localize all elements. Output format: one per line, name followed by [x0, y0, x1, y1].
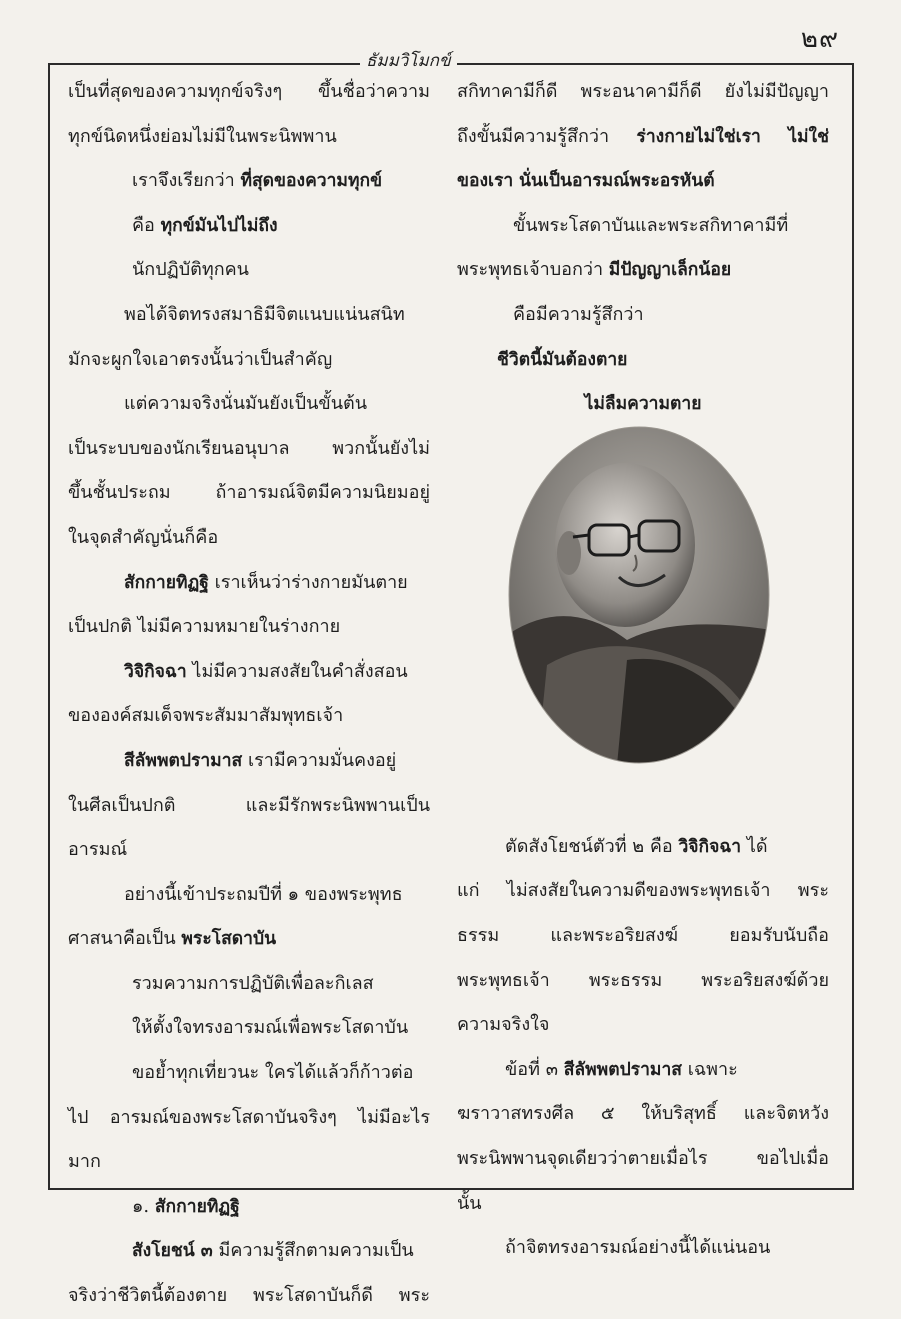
text-line	[457, 959, 829, 1004]
bold-term: สักกายทิฏฐิ	[154, 1196, 240, 1217]
text-line	[68, 1185, 430, 1230]
bold-term: ชีวิตนี้มันต้องตาย	[497, 349, 628, 370]
text-run: เรามีความมั่นคงอยู่	[242, 749, 397, 771]
text-run: คือ	[132, 214, 161, 236]
text-run: พอได้จิตทรงสมาธิมีจิตแนบแน่นสนิท	[124, 303, 405, 325]
text-run: เราเห็นว่าร่างกายมันตาย	[208, 571, 408, 593]
bold-term: ไม่ใช่	[788, 126, 829, 147]
text-line	[68, 115, 430, 160]
text-run: แก่ ไม่สงสัยในความดีของพระพุทธเจ้า พระ	[457, 880, 829, 902]
bold-term: วิจิกิจฉา	[678, 836, 742, 857]
text-line	[68, 828, 430, 873]
text-line	[68, 382, 430, 427]
text-line	[457, 1226, 829, 1271]
text-run: ไม่มีความสงสัยในคำสั่งสอน	[186, 660, 408, 682]
bold-term: ร่างกายไม่ใช่เรา	[636, 126, 761, 147]
text-run: ขอย้ำทุกเที่ยวนะ ใครได้แล้วก็ก้าวต่อ	[132, 1062, 414, 1084]
text-run: นั้น	[457, 1192, 482, 1214]
bold-term: สักกายทิฏฐิ	[124, 572, 209, 593]
text-run: ให้ตั้งใจทรงอารมณ์เพื่อพระโสดาบัน	[132, 1017, 409, 1039]
text-line	[68, 293, 430, 338]
text-run: ตัดสังโยชน์ตัวที่ ๒ คือ	[505, 835, 679, 857]
text-line	[68, 917, 430, 962]
bold-term: ของเรา	[457, 171, 514, 192]
text-line	[68, 204, 430, 249]
text-line	[457, 1003, 829, 1048]
text-run: มักจะผูกใจเอาตรงนั้นว่าเป็นสำคัญ	[68, 348, 333, 370]
text-line	[68, 1096, 430, 1141]
page-number: ๒๙	[800, 24, 839, 54]
text-line	[457, 869, 829, 914]
text-run: ฆราวาสทรงศีล ๕ ให้บริสุทธิ์ และจิตหวัง	[457, 1103, 829, 1125]
text-run: พระนิพพานจุดเดียวว่าตายเมื่อไร ขอไปเมื่อ	[457, 1147, 829, 1169]
text-run: อย่างนี้เข้าประถมปีที่ ๑ ของพระพุทธ	[124, 883, 403, 905]
text-line	[457, 159, 829, 204]
monk-portrait-photo	[507, 425, 771, 765]
text-line	[68, 784, 430, 829]
text-run: ขั้นพระโสดาบันและพระสกิทาคามีที่	[513, 214, 789, 236]
text-run: เราจึงเรียกว่า	[132, 170, 241, 192]
bold-term: นั่นเป็นอารมณ์พระอรหันต์	[518, 171, 715, 192]
text-line	[457, 70, 829, 115]
running-title: ธัมมวิโมกข์	[360, 47, 457, 74]
text-line	[68, 694, 430, 739]
text-line	[457, 382, 829, 427]
text-run: พระพุทธเจ้าบอกว่า	[457, 259, 609, 281]
text-line	[68, 1140, 430, 1185]
text-run: ในจุดสำคัญนั่นก็คือ	[68, 526, 219, 548]
text-run: ในศีลเป็นปกติ และมีรักพระนิพพานเป็น	[68, 794, 430, 816]
text-run: ไป อารมณ์ของพระโสดาบันจริงๆ ไม่มีอะไร	[68, 1106, 430, 1128]
text-line	[68, 650, 430, 695]
text-line	[68, 873, 430, 918]
text-line	[68, 70, 430, 115]
text-run: ทุกข์นิดหนึ่งย่อมไม่มีในพระนิพพาน	[68, 125, 337, 147]
text-run: เฉพาะ	[681, 1058, 738, 1080]
text-line	[68, 962, 430, 1007]
text-line	[68, 338, 430, 383]
text-run: มีความรู้สึกตามความเป็น	[212, 1240, 414, 1262]
text-line	[457, 338, 829, 383]
bold-term: วิจิกิจฉา	[124, 661, 187, 682]
bold-term: ที่สุดของความทุกข์	[240, 171, 383, 192]
bold-term: มีปัญญาเล็กน้อย	[608, 260, 732, 281]
text-line	[457, 1182, 829, 1227]
text-run: สกิทาคามีก็ดี พระอนาคามีก็ดี ยังไม่มีปัญญา	[457, 81, 829, 102]
text-run: ศาสนาคือเป็น	[68, 928, 182, 950]
text-run: ได้	[741, 835, 768, 857]
bold-term: สีลัพพตปรามาส	[563, 1059, 682, 1080]
text-line	[457, 293, 829, 338]
text-run: ๑.	[132, 1195, 155, 1217]
text-line	[68, 159, 430, 204]
text-line	[68, 1051, 430, 1096]
text-run: ความจริงใจ	[457, 1014, 550, 1036]
text-run: รวมความการปฏิบัติเพื่อละกิเลส	[132, 972, 374, 994]
text-line	[68, 248, 430, 293]
text-run: แต่ความจริงนั่นมันยังเป็นขั้นต้น	[124, 393, 368, 415]
text-line	[68, 1006, 430, 1051]
text-run: ถ้าจิตทรงอารมณ์อย่างนี้ได้แน่นอน	[505, 1237, 771, 1259]
left-column	[68, 70, 430, 1319]
text-line	[68, 605, 430, 650]
bold-term: ทุกข์มันไปไม่ถึง	[160, 215, 278, 236]
text-run: นักปฏิบัติทุกคน	[132, 259, 249, 281]
bold-term: ไม่ลืมความตาย	[584, 394, 702, 415]
text-line	[68, 739, 430, 784]
text-run: ขององค์สมเด็จพระสัมมาสัมพุทธเจ้า	[68, 705, 344, 727]
text-run: จริงว่าชีวิตนี้ต้องตาย พระโสดาบันก็ดี พระ	[68, 1285, 430, 1307]
text-line	[457, 914, 829, 959]
text-line	[68, 1274, 430, 1319]
text-line	[457, 1048, 829, 1093]
text-line	[68, 427, 430, 472]
text-line	[68, 561, 430, 606]
text-run: ข้อที่ ๓	[505, 1058, 564, 1080]
text-line	[68, 1229, 430, 1274]
text-run: คือมีความรู้สึกว่า	[513, 303, 644, 325]
text-line	[457, 204, 829, 249]
bold-term: สังโยชน์ ๓	[132, 1241, 213, 1262]
text-line	[457, 115, 829, 160]
text-run: ธรรม และพระอริยสงฆ์ ยอมรับนับถือ	[457, 924, 829, 946]
text-run: ถึงขั้นมีความรู้สึกว่า	[457, 125, 637, 147]
text-run: เป็นที่สุดของความทุกข์จริงๆ ขึ้นชื่อว่าความ	[68, 81, 430, 102]
bold-term: พระโสดาบัน	[181, 929, 277, 950]
text-line	[68, 516, 430, 561]
text-run: มาก	[68, 1151, 101, 1173]
text-run: เป็นระบบของนักเรียนอนุบาล พวกนั้นยังไม่	[68, 437, 430, 459]
text-line	[457, 248, 829, 293]
text-line	[457, 1137, 829, 1182]
text-run: ขึ้นชั้นประถม ถ้าอารมณ์จิตมีความนิยมอยู่	[68, 482, 430, 504]
text-line	[457, 825, 829, 870]
text-run: อารมณ์	[68, 839, 128, 861]
bold-term: สีลัพพตปรามาส	[124, 750, 243, 771]
text-run: พระพุทธเจ้า พระธรรม พระอริยสงฆ์ด้วย	[457, 969, 829, 991]
text-run: เป็นปกติ ไม่มีความหมายในร่างกาย	[68, 616, 341, 638]
text-run	[761, 126, 788, 147]
text-line	[68, 471, 430, 516]
text-line	[457, 1092, 829, 1137]
